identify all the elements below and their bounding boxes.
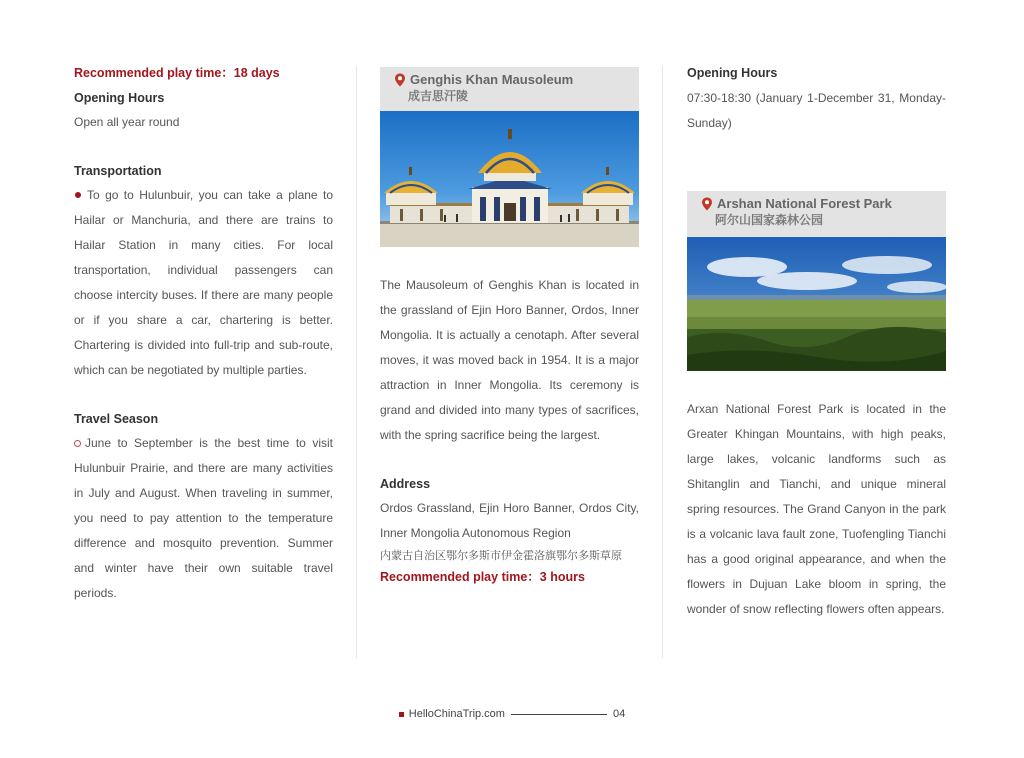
page-number: 04 (612, 708, 626, 720)
opening-hours-heading: Opening Hours (687, 66, 778, 80)
attraction-card-header (380, 67, 639, 111)
column-right (687, 62, 946, 622)
attraction-card-header (687, 191, 946, 237)
attraction-description: Arxan National Forest Park is located in the Greater Khingan Mountains, with high peaks, large lakes, volcanic landforms such as Shitanglin and Tianchi, and unique mineral spring resources. The Grand Canyon in the park is a volcanic lava fault zone, Tuofengling Tianchi has a good original appearance, and when the flowers in Dujuan Lake bloom in spring, the wonder of snow reflecting flowers often appears. (687, 402, 946, 616)
arshan-forest-park-photo (687, 237, 946, 371)
location-pin-icon (394, 73, 406, 87)
bullet-ring-icon (74, 440, 81, 447)
attraction-description: The Mausoleum of Genghis Khan is located in the grassland of Ejin Horo Banner, Ordos, Inner Mongolia. It is actually a cenotaph. After several moves, it was moved back in 1954. It is a major attraction in Inner Mongolia. Its ceremony is grand and divided into many types of sacrifices, with the spring sacrifice being the largest. (380, 278, 639, 442)
transportation-heading: Transportation (74, 164, 162, 178)
bullet-dot-icon (75, 192, 81, 198)
footer-site: HelloChinaTrip.com (408, 708, 505, 720)
address-chinese: 内蒙古自治区鄂尔多斯市伊金霍洛旗鄂尔多斯草原 (380, 550, 622, 562)
address-text: Ordos Grassland, Ejin Horo Banner, Ordos City, Inner Mongolia Autonomous Region (380, 501, 639, 540)
column-divider (356, 66, 357, 658)
attraction-title-chinese: 阿尔山国家森林公园 (715, 213, 824, 227)
location-pin-icon (701, 197, 713, 211)
recommended-play-time: Recommended play time：18 days (74, 66, 280, 80)
travel-season-heading: Travel Season (74, 412, 159, 426)
attraction-title: Genghis Khan Mausoleum (410, 72, 574, 87)
recommended-play-time: Recommended play time：3 hours (380, 570, 585, 584)
travel-season-text: June to September is the best time to visit Hulunbuir Prairie, and there are many activities in July and August. When traveling in summer, you need to pay attention to the temperature difference and mosquito prevention. Summer and winter have their own suitable travel periods. (74, 436, 333, 600)
column-middle (380, 67, 639, 588)
footer-rule (511, 714, 607, 715)
attraction-title: Arshan National Forest Park (717, 196, 892, 211)
page-footer (0, 708, 1024, 720)
opening-hours-text: Open all year round (74, 115, 180, 129)
opening-hours-text: 07:30-18:30 (January 1-December 31, Monday-Sunday) (687, 91, 946, 130)
genghis-khan-mausoleum-photo (380, 111, 639, 247)
column-left (74, 62, 333, 606)
address-heading: Address (380, 477, 431, 491)
column-divider (662, 66, 663, 658)
square-bullet-icon (399, 712, 404, 717)
opening-hours-heading: Opening Hours (74, 91, 165, 105)
attraction-title-chinese: 成吉思汗陵 (408, 89, 469, 103)
transportation-text: To go to Hulunbuir, you can take a plane to Hailar or Manchuria, and there are trains to Hailar Station in many cities. For local transportation, individual passengers can choose intercity buses. If there are many people or if you share a car, chartering is better. Chartering is divided into full-trip and sub-route, which can be negotiated by multiple parties. (74, 188, 333, 377)
